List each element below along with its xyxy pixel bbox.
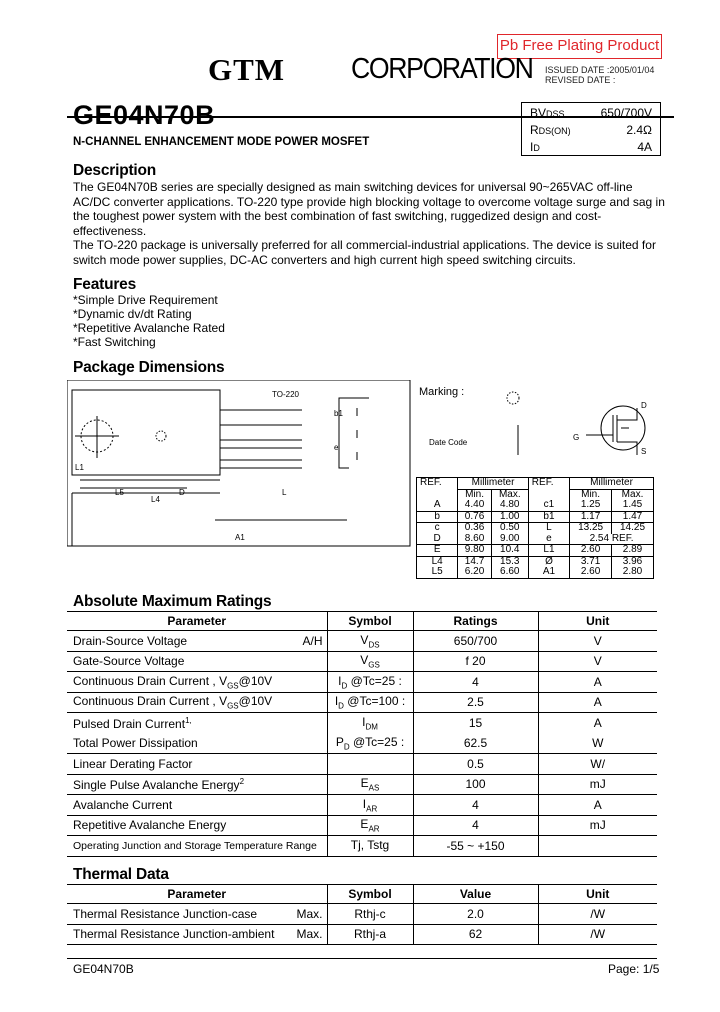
symbol-subscript: D bbox=[343, 742, 350, 752]
parameter-text: Linear Derating Factor bbox=[73, 756, 193, 771]
parameter-text: Drain-Source Voltage bbox=[73, 633, 188, 648]
unit-cell: /W bbox=[538, 924, 657, 945]
dimension-cell: 6.60 bbox=[491, 567, 528, 578]
col-symbol: Symbol bbox=[327, 885, 413, 904]
unit-cell bbox=[538, 836, 657, 857]
spec-value: 4A bbox=[637, 140, 652, 154]
unit-cell: V bbox=[538, 651, 657, 672]
issued-date: ISSUED DATE :2005/01/04 bbox=[545, 65, 655, 75]
symbol-condition: @Tc=100 : bbox=[343, 694, 406, 709]
dimension-cell: A1 bbox=[528, 567, 569, 578]
company-logo: GTM bbox=[208, 52, 286, 87]
unit-cell: A bbox=[538, 713, 657, 734]
features-list bbox=[73, 293, 225, 349]
footer-divider bbox=[67, 958, 657, 959]
dimension-cell: c1 bbox=[528, 500, 569, 511]
parameter-cell bbox=[67, 733, 327, 754]
header-max: Max. bbox=[491, 489, 528, 500]
header-ref: REF. bbox=[420, 477, 442, 488]
dimension-row bbox=[417, 567, 654, 578]
parameter-subscript: GS bbox=[227, 701, 239, 711]
dim-label: A1 bbox=[235, 533, 245, 542]
dimension-cell: 1.45 bbox=[612, 500, 654, 511]
dimension-cell: e bbox=[528, 534, 569, 545]
dimension-cell: 14.25 bbox=[612, 523, 654, 534]
dim-label: e bbox=[334, 443, 339, 452]
dimension-cell: D bbox=[417, 534, 458, 545]
rating-row bbox=[67, 815, 657, 836]
spec-symbol: R bbox=[530, 123, 539, 137]
dim-label: L bbox=[282, 488, 287, 497]
dimension-cell: 3.71 bbox=[570, 556, 612, 567]
rating-row bbox=[67, 692, 657, 713]
marking-label: Marking : bbox=[419, 386, 465, 398]
description-heading: Description bbox=[73, 162, 157, 179]
symbol-text: E bbox=[360, 817, 369, 832]
parameter-note: Max. bbox=[296, 906, 323, 921]
absolute-max-ratings-table bbox=[67, 611, 657, 857]
dimension-row bbox=[417, 511, 654, 523]
symbol-cell bbox=[327, 692, 413, 713]
rating-cell: 100 bbox=[413, 774, 538, 795]
parameter-cell bbox=[67, 904, 327, 925]
dimension-cell: 15.3 bbox=[491, 556, 528, 567]
parameter-cell bbox=[67, 795, 327, 816]
rating-cell: 650/700 bbox=[413, 631, 538, 652]
symbol-cell bbox=[327, 672, 413, 693]
footnote-ref: 1, bbox=[185, 715, 192, 725]
col-symbol: Symbol bbox=[327, 612, 413, 631]
thermal-row bbox=[67, 904, 657, 925]
symbol-cell bbox=[327, 651, 413, 672]
dimension-cell: E bbox=[417, 545, 458, 557]
spec-subscript: DS(ON) bbox=[538, 126, 571, 136]
spec-rdson bbox=[530, 122, 652, 139]
pin-label-source: S bbox=[641, 447, 647, 456]
rating-cell: 4 bbox=[413, 795, 538, 816]
spec-subscript: D bbox=[533, 143, 540, 153]
dimension-cell: A bbox=[417, 500, 458, 511]
symbol-subscript: AS bbox=[368, 783, 380, 793]
parameter-cell bbox=[67, 631, 327, 652]
symbol-text: I bbox=[362, 796, 367, 811]
parameter-cell bbox=[67, 651, 327, 672]
dimensions-table bbox=[416, 477, 654, 579]
parameter-cell bbox=[67, 774, 327, 795]
spec-id bbox=[530, 139, 652, 156]
symbol-subscript: AR bbox=[366, 803, 378, 813]
dimension-cell: 4.40 bbox=[458, 500, 491, 511]
rating-row bbox=[67, 672, 657, 693]
header-max: Max. bbox=[612, 489, 654, 500]
features-heading: Features bbox=[73, 276, 137, 293]
key-specs-box bbox=[521, 102, 661, 156]
header-min: Min. bbox=[570, 489, 612, 500]
rating-row bbox=[67, 713, 657, 734]
symbol-subscript: DM bbox=[365, 722, 378, 732]
symbol-text: Tj, Tstg bbox=[350, 837, 390, 852]
dim-label: L4 bbox=[151, 495, 160, 504]
pin-label-drain: D bbox=[641, 401, 647, 410]
parameter-suffix: @10V bbox=[238, 673, 273, 688]
feature-item: *Fast Switching bbox=[73, 335, 156, 349]
symbol-text: I bbox=[334, 694, 339, 709]
parameter-text: Thermal Resistance Junction-ambient bbox=[73, 927, 275, 942]
dimension-row bbox=[417, 556, 654, 567]
dimension-cell: b bbox=[417, 511, 458, 523]
dimension-cell: 1.25 bbox=[570, 500, 612, 511]
dimension-cell: Ø bbox=[528, 556, 569, 567]
dimension-cell: L bbox=[528, 523, 569, 534]
description-paragraph-2: The TO-220 package is universally preferred for all commercial-industrial applications. The device is suited for switch mode power supplies, DC-AC converters and high current high speed switching circuits. bbox=[73, 238, 656, 267]
symbol-text: I bbox=[362, 714, 366, 729]
feature-item: *Dynamic dv/dt Rating bbox=[73, 307, 192, 321]
symbol-text: V bbox=[360, 632, 369, 647]
thermal-data-table bbox=[67, 884, 657, 945]
description-paragraph-1: The GE04N70B series are specially designed as main switching devices for universal 90~265VAC off-line AC/DC converter applications. TO-220 type provide high blocking voltage to overcome voltage surge and sag in the toughest power system with the best combination of fast switching, ruggedized design and cost-effectiveness. bbox=[73, 180, 665, 238]
dimension-cell: 1.47 bbox=[612, 511, 654, 523]
value-cell: 62 bbox=[413, 924, 538, 945]
dimension-cell: 10.4 bbox=[491, 545, 528, 557]
col-unit: Unit bbox=[538, 885, 657, 904]
rating-row bbox=[67, 795, 657, 816]
unit-cell: W/ bbox=[538, 754, 657, 775]
parameter-cell bbox=[67, 754, 327, 775]
rating-cell: 4 bbox=[413, 672, 538, 693]
col-parameter: Parameter bbox=[67, 612, 327, 631]
dimension-cell: 13.25 bbox=[570, 523, 612, 534]
parameter-text: Avalanche Current bbox=[73, 797, 173, 812]
pb-free-badge: Pb Free Plating Product bbox=[497, 34, 662, 59]
unit-cell: mJ bbox=[538, 774, 657, 795]
revised-date: REVISED DATE : bbox=[545, 75, 616, 85]
footnote-ref: 2 bbox=[239, 776, 245, 786]
rating-cell: 62.5 bbox=[413, 733, 538, 754]
rating-cell: -55 ~ +150 bbox=[413, 836, 538, 857]
dimension-cell: 0.36 bbox=[458, 523, 491, 534]
company-name: CORPORATION bbox=[351, 53, 533, 85]
part-subtitle: N-CHANNEL ENHANCEMENT MODE POWER MOSFET bbox=[73, 136, 370, 148]
thermal-row bbox=[67, 924, 657, 945]
footer-part: GE04N70B bbox=[73, 962, 134, 976]
unit-cell: A bbox=[538, 692, 657, 713]
spec-subscript: DSS bbox=[546, 109, 565, 119]
parameter-cell bbox=[67, 815, 327, 836]
symbol-subscript: AR bbox=[368, 824, 380, 834]
parameter-cell bbox=[67, 692, 327, 713]
dimension-cell: 2.80 bbox=[612, 567, 654, 578]
symbol-cell: Rthj-a bbox=[327, 924, 413, 945]
symbol-cell bbox=[327, 713, 413, 734]
dimension-cell: 2.60 bbox=[570, 545, 612, 557]
col-value: Value bbox=[413, 885, 538, 904]
unit-cell: W bbox=[538, 733, 657, 754]
dimension-cell: 2.60 bbox=[570, 567, 612, 578]
parameter-cell bbox=[67, 836, 327, 857]
thermal-heading: Thermal Data bbox=[73, 866, 169, 883]
dimension-cell: L4 bbox=[431, 555, 443, 567]
header-mm: Millimeter bbox=[458, 478, 528, 490]
parameter-text: Single Pulse Avalanche Energy bbox=[73, 777, 240, 792]
symbol-condition: @Tc=25 : bbox=[347, 673, 402, 688]
marking-and-symbol-drawing bbox=[413, 380, 661, 475]
dimension-cell: L5 bbox=[417, 567, 458, 578]
parameter-text: Repetitive Avalanche Energy bbox=[73, 818, 227, 833]
dimension-cell: 1.17 bbox=[570, 511, 612, 523]
rating-cell: f 20 bbox=[413, 651, 538, 672]
dimension-cell: c bbox=[434, 522, 440, 533]
unit-cell: mJ bbox=[538, 815, 657, 836]
rating-row bbox=[67, 836, 657, 857]
symbol-cell bbox=[327, 631, 413, 652]
symbol-cell bbox=[327, 836, 413, 857]
parameter-cell bbox=[67, 672, 327, 693]
parameter-text: Pulsed Drain Current bbox=[73, 716, 186, 731]
symbol-text: P bbox=[335, 734, 344, 749]
unit-cell: A bbox=[538, 672, 657, 693]
parameter-note: Max. bbox=[296, 927, 323, 942]
dimension-cell: 4.80 bbox=[491, 500, 528, 511]
dimension-cell: 0.50 bbox=[491, 523, 528, 534]
feature-item: *Repetitive Avalanche Rated bbox=[73, 321, 225, 335]
symbol-subscript: GS bbox=[368, 660, 380, 670]
symbol-cell bbox=[327, 815, 413, 836]
dimension-cell: 2.54 REF. bbox=[570, 534, 654, 545]
dimension-cell: 1.00 bbox=[491, 511, 528, 523]
dimension-cell: 9.00 bbox=[491, 534, 528, 545]
footer-page: Page: 1/5 bbox=[608, 962, 660, 976]
parameter-note: A/H bbox=[302, 633, 323, 648]
date-code-label: Date Code bbox=[429, 438, 468, 447]
feature-item: *Simple Drive Requirement bbox=[73, 293, 218, 307]
rating-row bbox=[67, 733, 657, 754]
dimension-cell: 6.20 bbox=[458, 567, 491, 578]
symbol-subscript: DS bbox=[368, 639, 380, 649]
parameter-text: Continuous Drain Current , V bbox=[73, 694, 228, 709]
dimension-cell: 0.76 bbox=[458, 511, 491, 523]
rating-row bbox=[67, 631, 657, 652]
dim-label: L1 bbox=[75, 463, 84, 472]
rating-cell: 0.5 bbox=[413, 754, 538, 775]
symbol-text: V bbox=[360, 653, 369, 668]
pin-label-gate: G bbox=[573, 433, 580, 442]
dimension-cell: b1 bbox=[528, 511, 569, 523]
dimension-cell: 9.80 bbox=[458, 545, 491, 557]
rating-row bbox=[67, 651, 657, 672]
symbol-cell bbox=[327, 774, 413, 795]
abs-max-heading: Absolute Maximum Ratings bbox=[73, 593, 272, 610]
spec-symbol: I bbox=[530, 140, 534, 154]
dim-label: L5 bbox=[115, 488, 124, 497]
symbol-subscript: D bbox=[341, 680, 348, 690]
header-ref: REF. bbox=[528, 478, 569, 501]
symbol-cell bbox=[327, 733, 413, 754]
package-outline-drawing bbox=[67, 380, 412, 548]
symbol-cell: Rthj-c bbox=[327, 904, 413, 925]
package-body bbox=[72, 390, 220, 475]
symbol-text: I bbox=[338, 673, 342, 688]
rating-row bbox=[67, 754, 657, 775]
dimension-row bbox=[417, 500, 654, 511]
dimension-cell: 8.60 bbox=[458, 534, 491, 545]
symbol-subscript: D bbox=[338, 701, 344, 711]
col-ratings: Ratings bbox=[413, 612, 538, 631]
package-heading: Package Dimensions bbox=[73, 359, 225, 376]
spec-value: 2.4Ω bbox=[626, 123, 652, 137]
parameter-suffix: @10V bbox=[238, 694, 273, 709]
rating-cell: 2.5 bbox=[413, 692, 538, 713]
spec-bvdss bbox=[530, 105, 652, 122]
unit-cell: A bbox=[538, 795, 657, 816]
parameter-subscript: GS bbox=[227, 680, 239, 690]
parameter-text: Operating Junction and Storage Temperature Range bbox=[73, 839, 317, 852]
symbol-cell bbox=[327, 795, 413, 816]
dimension-cell: 3.96 bbox=[612, 556, 654, 567]
part-number: GE04N70B bbox=[73, 100, 216, 130]
parameter-text: Total Power Dissipation bbox=[73, 736, 198, 750]
symbol-condition: @Tc=25 : bbox=[349, 734, 405, 749]
symbol-text: E bbox=[360, 776, 369, 791]
unit-cell: /W bbox=[538, 904, 657, 925]
dim-label: D bbox=[179, 488, 185, 497]
dimension-row bbox=[417, 523, 654, 534]
parameter-text: Gate-Source Voltage bbox=[73, 654, 185, 669]
col-parameter: Parameter bbox=[67, 885, 327, 904]
parameter-cell bbox=[67, 713, 327, 734]
dimension-cell: 2.89 bbox=[612, 545, 654, 557]
parameter-text: Thermal Resistance Junction-case bbox=[73, 906, 258, 921]
dimension-row bbox=[417, 545, 654, 557]
spec-value: 650/700V bbox=[600, 106, 652, 120]
dim-label: b1 bbox=[334, 409, 343, 418]
dimension-cell: 14.7 bbox=[458, 556, 491, 567]
unit-cell: V bbox=[538, 631, 657, 652]
col-unit: Unit bbox=[538, 612, 657, 631]
value-cell: 2.0 bbox=[413, 904, 538, 925]
header-mm: Millimeter bbox=[570, 478, 654, 490]
spec-symbol: BV bbox=[530, 106, 547, 120]
dimension-cell: L1 bbox=[528, 545, 569, 557]
symbol-cell bbox=[327, 754, 413, 775]
parameter-text: Continuous Drain Current , V bbox=[73, 673, 228, 688]
drawing-frame bbox=[67, 380, 410, 546]
parameter-cell bbox=[67, 924, 327, 945]
header-min: Min. bbox=[458, 489, 491, 500]
dimension-row bbox=[417, 534, 654, 545]
rating-cell: 4 bbox=[413, 815, 538, 836]
package-type-label: TO-220 bbox=[272, 390, 299, 399]
rating-row bbox=[67, 774, 657, 795]
rating-cell: 15 bbox=[413, 713, 538, 734]
